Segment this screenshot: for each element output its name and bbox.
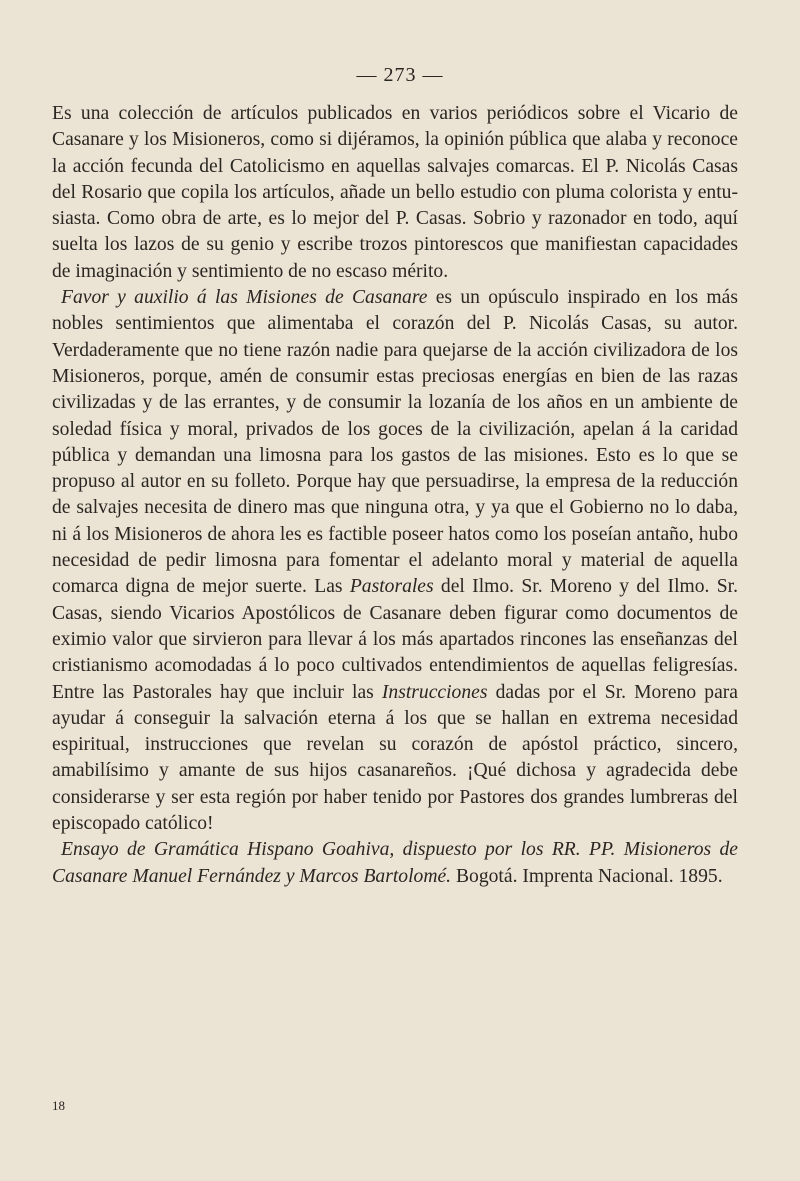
- paragraph-2-text-c: dadas por el Sr. Moreno para ayudar á conseguir la salvación eterna á los que se hallan en extrema necesidad espiritual, instrucciones que revelan su corazón de apóstol práctico, sincero, amabilísimo y amante de sus hijos casanareños. ¡Qué dichosa y agradecida debe considerarse y ser esta región por haber tenido por Pastores dos grandes lumbreras del episcopado católico!: [52, 681, 738, 835]
- paragraph-1: [52, 101, 738, 285]
- paragraph-2: [52, 285, 738, 837]
- paragraph-3-imprint: Bogotá. Imprenta Nacional. 1895.: [451, 865, 723, 887]
- paragraph-1-text: Es una colección de artículos publicados en varios periódicos sobre el Vicario de Casanare y los Misioneros, como si dijéramos, la opinión pública que alaba y reconoce la acción fecunda del Catolicismo en aquellas salvajes comarcas. El P. Nicolás Casas del Rosario que copila los artículos, añade un bello estudio con pluma colorista y entusiasta. Como obra de arte, es lo mejor del P. Casas. Sobrio y razonador en todo, aquí suelta los lazos de su genio y escribe trozos pintorescos que manifiestan capacidades de imaginación y sentimiento de no escaso mérito.: [52, 103, 738, 282]
- book-title-favor-y-auxilio: Favor y auxilio á las Misiones de Casanare: [61, 287, 428, 309]
- book-title-instrucciones: Instrucciones: [381, 681, 488, 703]
- paragraph-2-text-a: es un opúsculo inspirado en los más nobles sentimientos que alimentaba el corazón del P. Nicolás Casas, su autor. Verdaderamente que no tiene razón nadie para quejarse de la acción civilizadora de los Misioneros, porque, amén de consumir estas preciosas energías en bien de las razas civilizadas y de las errantes, y de consumir la lozanía de los años en un ambiente de soledad física y moral, privados de los goces de la civilización, apelan á la caridad pública y demandan una limosna para los gastos de las misiones. Esto es lo que se propuso al autor en su folleto. Porque hay que persuadirse, la empresa de la reducción de salvajes necesita de dinero mas que ninguna otra, y ya que el Gobierno no lo daba, ni á los Misioneros de ahora les es factible poseer hatos como los poseían antaño, hubo necesidad de pedir limosna para fomentar el adelanto moral y material de aquella comarca digna de mejor suerte. Las: [52, 287, 738, 598]
- book-title-ensayo-de-gramatica: Ensayo de Gramática Hispano Goahiva, dispuesto por los RR. PP. Misioneros de Casanare Manuel Fernández y Marcos Bartolomé.: [52, 839, 738, 887]
- paragraph-3: [52, 837, 738, 890]
- page-number: — 273 —: [356, 64, 444, 86]
- body-text: [52, 101, 738, 890]
- book-title-pastorales: Pastorales: [349, 576, 434, 598]
- signature-mark: 18: [52, 1098, 65, 1113]
- paragraph-2-text-b: del Ilmo. Sr. Moreno y del Ilmo. Sr. Casas, siendo Vicarios Apostólicos de Casanare deben figurar como documentos de eximio valor que sirvieron para llevar á los más apartados rincones las enseñanzas del cristianismo acomodadas á lo poco cultivados entendimientos de aquellas feligresías. Entre las Pastorales hay que incluir las: [52, 576, 738, 703]
